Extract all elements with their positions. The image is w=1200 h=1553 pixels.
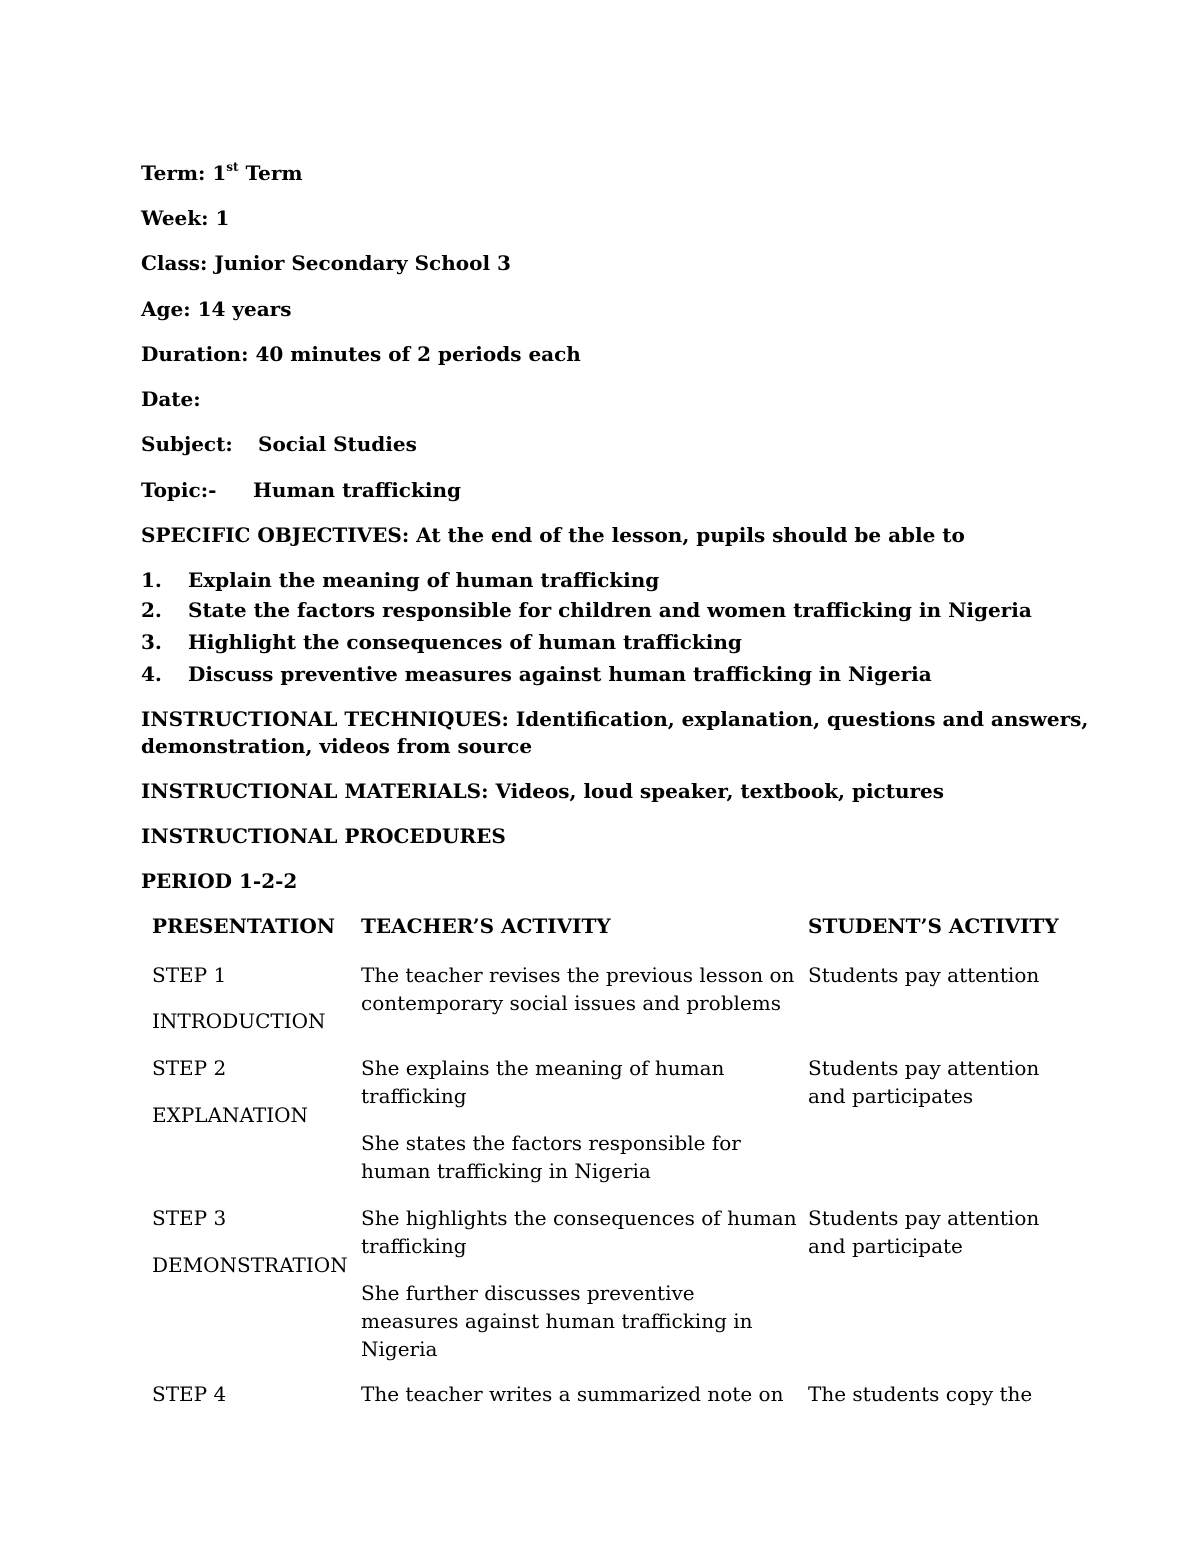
objective-number: 2. (141, 598, 162, 622)
objective-number: 4. (141, 662, 162, 686)
topic-line (141, 477, 461, 503)
table-row-step: STEP 1 (152, 963, 227, 987)
period-heading: PERIOD 1-2-2 (141, 869, 298, 893)
date-line: Date: (141, 387, 201, 411)
table-row-teacher-activity: She further discusses preventive measures against human trafficking in Nigeria (361, 1281, 753, 1361)
duration-line: Duration: 40 minutes of 2 periods each (141, 342, 581, 366)
table-row-step: STEP 3 (152, 1206, 227, 1230)
table-header-presentation: PRESENTATION (152, 914, 336, 938)
table-row-teacher-activity: The teacher revises the previous lesson on contemporary social issues and problems (361, 963, 795, 1015)
subject-label: Subject: (141, 432, 233, 456)
materials-line: INSTRUCTIONAL MATERIALS: Videos, loud speaker, textbook, pictures (141, 779, 945, 803)
topic-value: Human trafficking (253, 478, 461, 502)
table-row-teacher-activity: She states the factors responsible for human trafficking in Nigeria (361, 1131, 741, 1183)
table-row-teacher-activity: She explains the meaning of human trafficking (361, 1056, 725, 1108)
table-row-stage: EXPLANATION (152, 1103, 309, 1127)
term-superscript: st (226, 160, 239, 174)
table-row-step: STEP 4 (152, 1382, 227, 1406)
table-header-student: STUDENT’S ACTIVITY (808, 914, 1059, 938)
objectives-heading: SPECIFIC OBJECTIVES: At the end of the lesson, pupils should be able to (141, 523, 965, 547)
objective-text: Explain the meaning of human trafficking (188, 568, 660, 592)
objective-number: 1. (141, 568, 162, 592)
week-line: Week: 1 (141, 206, 230, 230)
objective-text: State the factors responsible for children and women trafficking in Nigeria (188, 598, 1032, 622)
table-row-student-activity: Students pay attention and participates (808, 1056, 1040, 1108)
class-line: Class: Junior Secondary School 3 (141, 251, 511, 275)
techniques-line-1: INSTRUCTIONAL TECHNIQUES: Identification, explanation, questions and answers, (141, 707, 1089, 731)
table-row-step: STEP 2 (152, 1056, 227, 1080)
objective-text: Highlight the consequences of human trafficking (188, 630, 742, 654)
term-line (141, 160, 303, 186)
table-row-stage: INTRODUCTION (152, 1009, 326, 1033)
subject-line (141, 431, 417, 457)
term-suffix: Term (238, 161, 303, 185)
objective-text: Discuss preventive measures against human trafficking in Nigeria (188, 662, 932, 686)
techniques-line-2: demonstration, videos from source (141, 734, 533, 758)
table-row-teacher-activity: She highlights the consequences of human trafficking (361, 1206, 797, 1258)
subject-value: Social Studies (258, 432, 417, 456)
age-line: Age: 14 years (141, 297, 292, 321)
term-label: Term: 1 (141, 161, 227, 185)
objective-number: 3. (141, 630, 162, 654)
procedures-heading: INSTRUCTIONAL PROCEDURES (141, 824, 506, 848)
table-row-teacher-activity: The teacher writes a summarized note on (361, 1382, 784, 1406)
table-header-teacher: TEACHER’S ACTIVITY (361, 914, 611, 938)
table-row-student-activity: Students pay attention (808, 963, 1040, 987)
table-row-student-activity: Students pay attention and participate (808, 1206, 1040, 1258)
table-row-stage: DEMONSTRATION (152, 1253, 348, 1277)
table-row-student-activity: The students copy the (808, 1382, 1033, 1406)
topic-label: Topic:- (141, 478, 217, 502)
